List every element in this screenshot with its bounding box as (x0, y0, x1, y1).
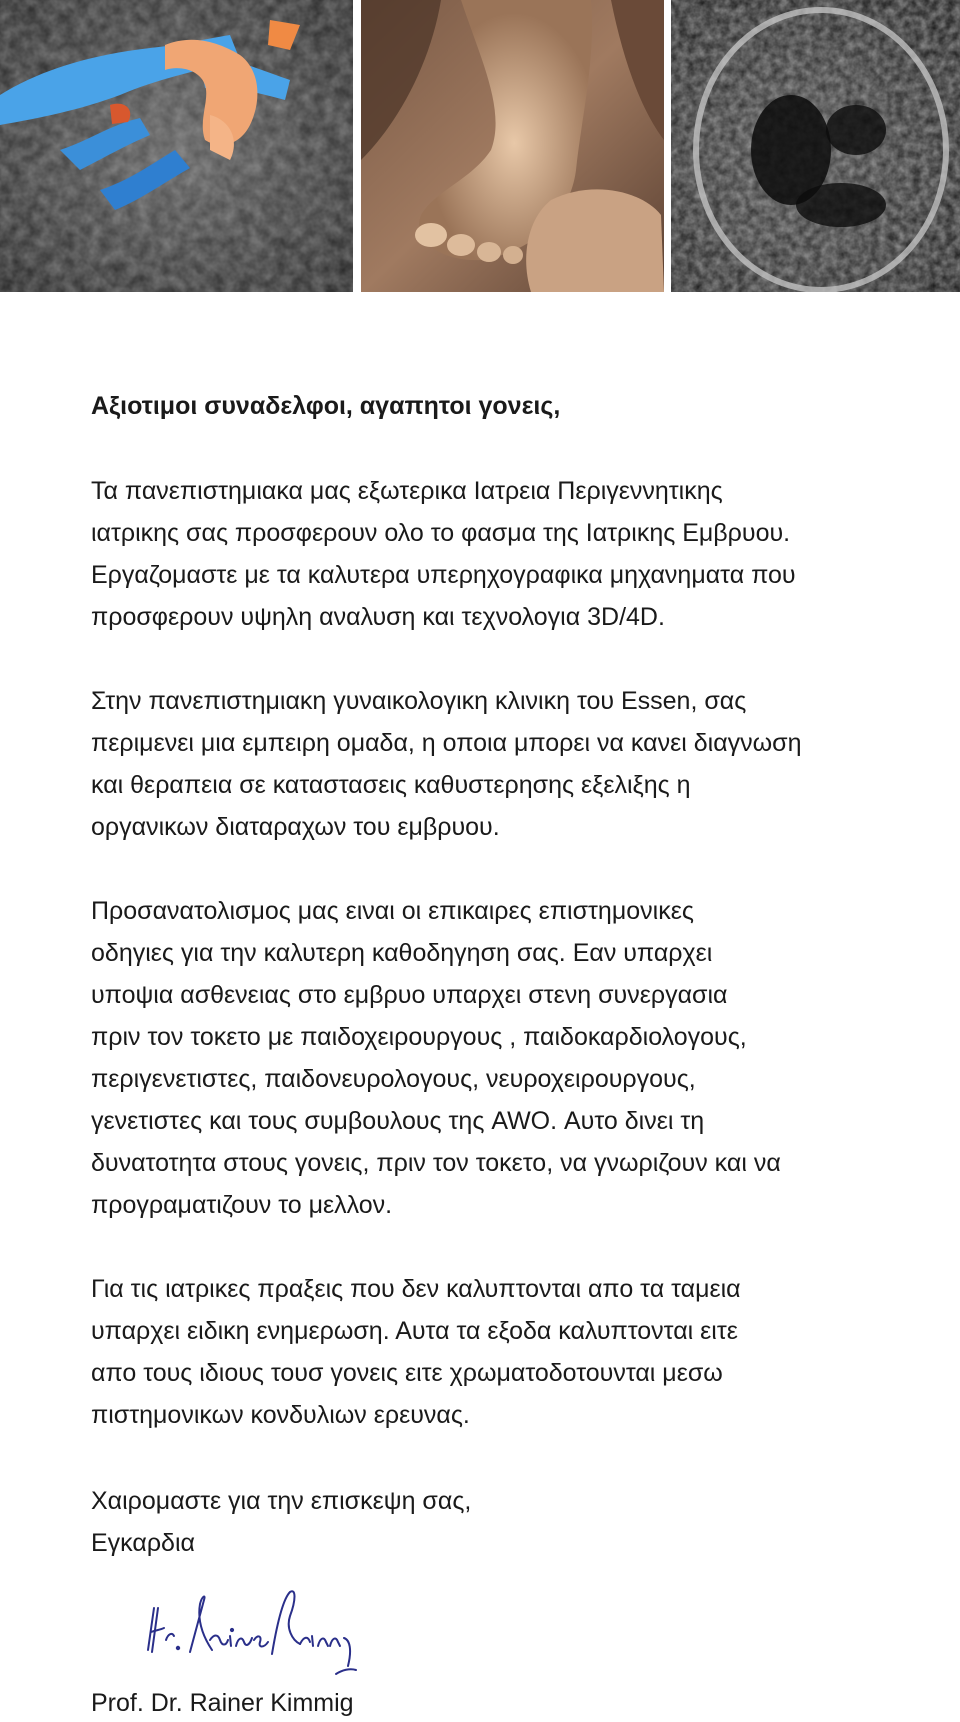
closing-line: Χαιρομαστε για την επισκεψη σας, (91, 1487, 472, 1515)
paragraph (91, 890, 891, 1226)
paragraph-line: Εργαζομαστε με τα καλυτερα υπερηχογραφικα μηχανηματα που (91, 561, 796, 589)
paragraph-line: γενετιστες και τους συμβουλους της AWO. Αυτο δινει τη (91, 1107, 705, 1135)
letter-greeting: Αξιοτιμοι συναδελφοι, αγαπητοι γονεις, (91, 392, 561, 420)
letter-body (91, 386, 891, 1564)
paragraph-line: δυνατοτητα στους γονεις, πριν τον τοκετο, να γνωριζουν και να (91, 1149, 781, 1177)
closing-line: Εγκαρδια (91, 1529, 195, 1557)
paragraph-line: προσφερουν υψηλη αναλυση και τεχνολογια 3D/4D. (91, 603, 665, 631)
paragraph-line: περιγενετιστες, παιδονευρολογους, νευροχειρουργους, (91, 1065, 696, 1093)
paragraph-line: περιμενει μια εμπειρη ομαδα, η οποια μπορει να κανει διαγνωση (91, 729, 802, 757)
signer-name: Prof. Dr. Rainer Kimmig (91, 1689, 354, 1717)
handwritten-signature (140, 1570, 370, 1680)
3d-fetal-feet-image (361, 0, 664, 292)
paragraph-line: προγραματιζουν το μελλον. (91, 1191, 393, 1219)
paragraph-line: πριν τον τοκετο με παιδοχειρουργους , παιδοκαρδιολογους, (91, 1023, 747, 1051)
image-banner (0, 0, 960, 292)
paragraph-line: πιστημονικων κονδυλιων ερευνας. (91, 1401, 470, 1429)
paragraph-line: Για τις ιατρικες πραξεις που δεν καλυπτονται απο τα ταμεια (91, 1275, 741, 1303)
ultrasound-doppler-image (0, 0, 353, 292)
paragraph-line: απο τους ιδιους τουσ γονεις ειτε χρωματοδοτουνται μεσω (91, 1359, 723, 1387)
paragraph-line: υποψια ασθενειας στο εμβρυο υπαρχει στενη συνεργασια (91, 981, 728, 1009)
ultrasound-grayscale-image (671, 0, 960, 292)
letter-closing (91, 1480, 891, 1564)
paragraph-line: Τα πανεπιστημιακα μας εξωτερικα Ιατρεια Περιγεννητικης (91, 477, 723, 505)
paragraph-line: Προσανατολισμος μας ειναι οι επικαιρες επιστημονικες (91, 897, 694, 925)
paragraph-line: Στην πανεπιστημιακη γυναικολογικη κλινικη του Essen, σας (91, 687, 747, 715)
paragraph (91, 680, 891, 848)
paragraph (91, 1268, 891, 1436)
paragraph-line: οδηγιες για την καλυτερη καθοδηγηση σας. Εαν υπαρχει (91, 939, 713, 967)
paragraph-line: οργανικων διαταραχων του εμβρυου. (91, 813, 500, 841)
paragraph-line: υπαρχει ειδικη ενημερωση. Αυτα τα εξοδα καλυπτονται ειτε (91, 1317, 738, 1345)
paragraph-line: ιατρικης σας προσφερουν ολο το φασμα της Ιατρικης Εμβρυου. (91, 519, 791, 547)
paragraph (91, 470, 891, 638)
paragraph-line: και θεραπεια σε καταστασεις καθυστερησης εξελιξης η (91, 771, 691, 799)
